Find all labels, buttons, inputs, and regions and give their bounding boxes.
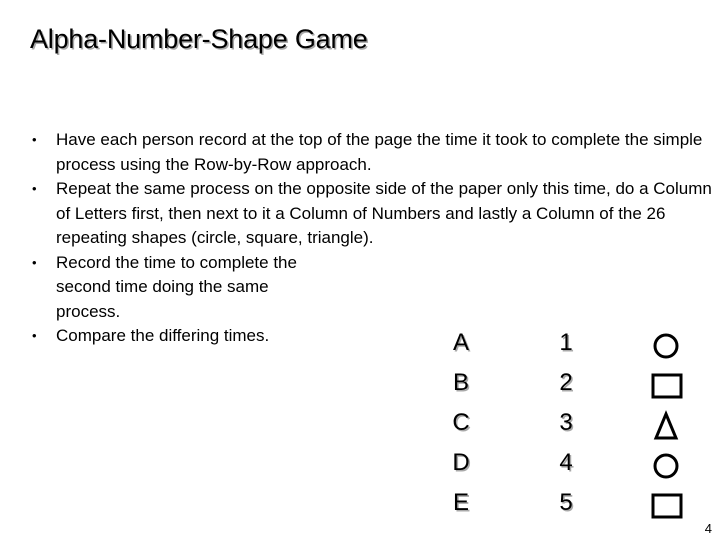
letter-item: E bbox=[452, 489, 469, 516]
numbers-column bbox=[550, 323, 582, 523]
bullet-marker: • bbox=[32, 254, 37, 270]
circle-outline bbox=[655, 455, 677, 477]
bullet-item bbox=[30, 177, 716, 251]
square-outline bbox=[653, 375, 681, 397]
square-icon bbox=[648, 490, 688, 522]
number-item: 4 bbox=[559, 449, 573, 476]
letter-item: D bbox=[452, 449, 470, 476]
triangle-outline bbox=[656, 414, 676, 438]
bullet-list bbox=[30, 128, 720, 349]
number-item: 2 bbox=[559, 369, 573, 396]
letter-item: C bbox=[452, 409, 470, 436]
bullet-text: Have each person record at the top of the page the time it took to complete the simple process using the Row-by-Row approach. bbox=[56, 130, 703, 174]
number-item: 5 bbox=[559, 489, 573, 516]
bullet-item bbox=[30, 251, 326, 325]
slide-title: Alpha-Number-Shape Game bbox=[30, 24, 368, 54]
number-item: 1 bbox=[559, 329, 573, 356]
circle-outline bbox=[655, 335, 677, 357]
bullet-marker: • bbox=[32, 328, 37, 343]
bullet-item bbox=[30, 128, 716, 177]
bullet-text: Record the time to complete the second time doing the same process. bbox=[56, 252, 297, 321]
bullet-text: Compare the differing times. bbox=[56, 326, 270, 345]
bullet-text: Repeat the same process on the opposite side of the paper only this time, do a Column of Letters first, then next to it a Column of Numbers and lastly a Column of the 26 repeating shapes (circle, square, triangle). bbox=[56, 179, 712, 247]
letter-item: A bbox=[452, 329, 469, 356]
bullet-item bbox=[30, 324, 356, 349]
bullet-marker: • bbox=[32, 132, 37, 147]
circle-icon bbox=[648, 450, 688, 482]
bullet-marker: • bbox=[32, 181, 37, 196]
square-icon bbox=[648, 370, 688, 402]
page-number: 4 bbox=[704, 521, 712, 536]
triangle-icon bbox=[648, 410, 688, 442]
letter-item: B bbox=[452, 369, 469, 396]
shapes-column bbox=[648, 330, 688, 530]
square-outline bbox=[653, 495, 681, 517]
letters-column bbox=[445, 323, 477, 523]
number-item: 3 bbox=[559, 409, 573, 436]
circle-icon bbox=[648, 330, 688, 362]
